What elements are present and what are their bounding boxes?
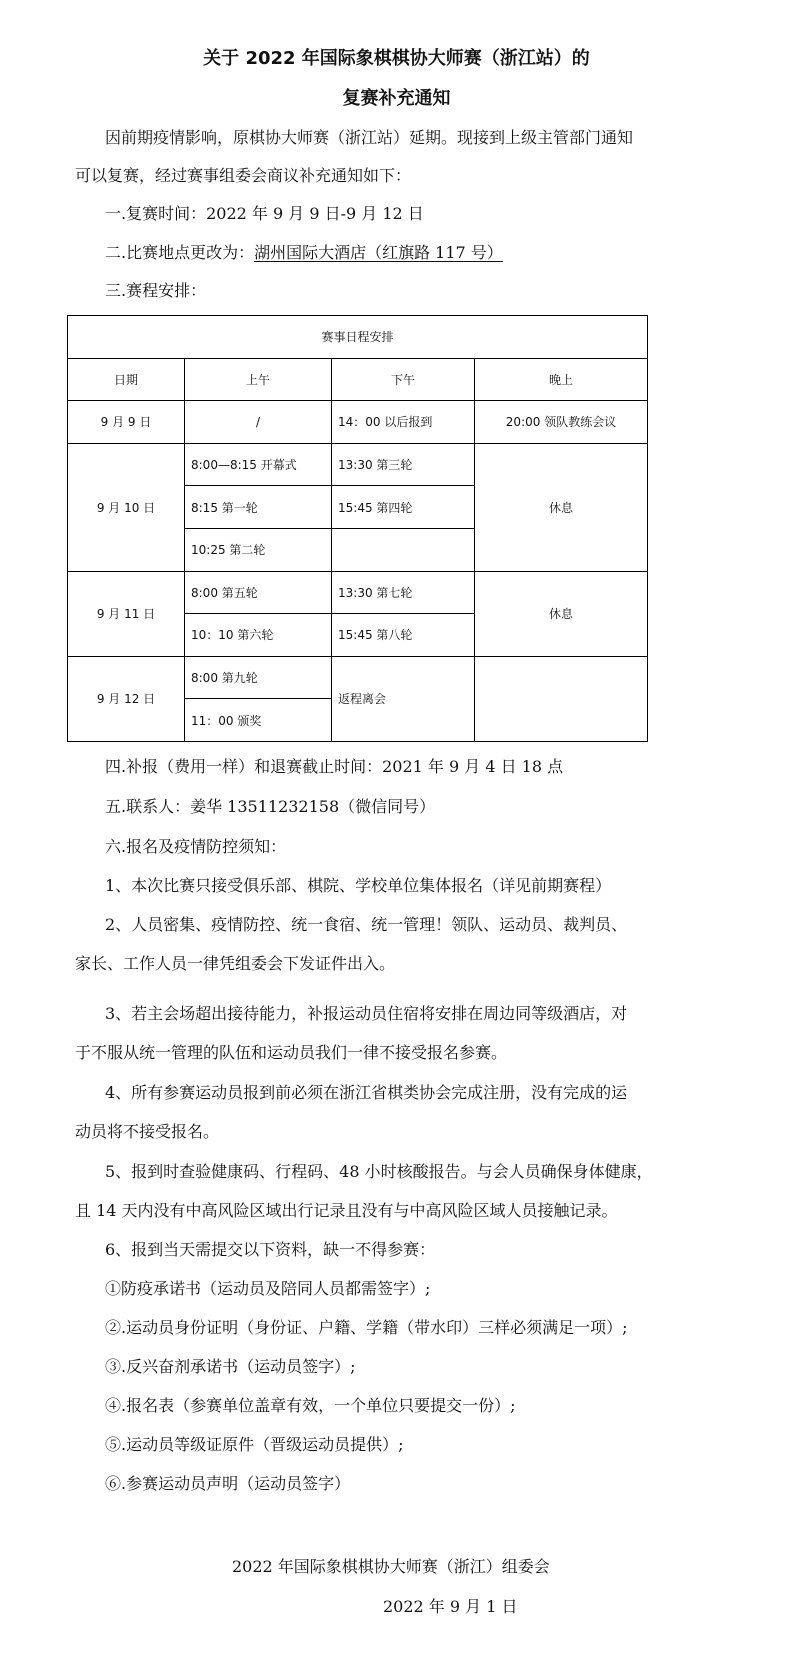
- cell-evening: [475, 656, 648, 741]
- cell-afternoon: 15:45 第四轮: [332, 486, 475, 529]
- intro-line1: 因前期疫情影响，原棋协大师赛（浙江站）延期。现接到上级主管部门通知: [105, 128, 634, 147]
- cell-morning: 10:25 第二轮: [185, 528, 332, 571]
- material-2: ②.运动员身份证明（身份证、户籍、学籍（带水印）三样必须满足一项）;: [105, 1318, 628, 1337]
- cell-morning: 8:15 第一轮: [185, 486, 332, 529]
- material-6: ⑥.参赛运动员声明（运动员签字）: [105, 1474, 351, 1493]
- item-venue: [105, 243, 503, 263]
- notice-4-line2: 动员将不接受报名。: [75, 1122, 220, 1141]
- cell-morning: 8:00 第五轮: [185, 571, 332, 614]
- notice-5-line1: 5、报到时查验健康码、行程码、48 小时核酸报告。与会人员确保身体健康，: [105, 1162, 653, 1181]
- notice-6: 6、报到当天需提交以下资料，缺一不得参赛：: [105, 1240, 436, 1259]
- header-evening: 晚上: [475, 358, 648, 401]
- item-deadline: 四.补报（费用一样）和退赛截止时间：2021 年 9 月 4 日 18 点: [105, 757, 564, 776]
- cell-afternoon: [332, 528, 475, 571]
- item-schedule-heading: 三.赛程安排：: [105, 281, 207, 300]
- notice-5-line2: 且 14 天内没有中高风险区域出行记录且没有与中高风险区域人员接触记录。: [75, 1201, 618, 1220]
- cell-morning: 8:00—8:15 开幕式: [185, 443, 332, 486]
- schedule-caption: 赛事日程安排: [68, 316, 648, 359]
- cell-afternoon: 13:30 第三轮: [332, 443, 475, 486]
- material-3: ③.反兴奋剂承诺书（运动员签字）;: [105, 1357, 356, 1376]
- header-morning: 上午: [185, 358, 332, 401]
- cell-date: 9 月 12 日: [68, 656, 185, 741]
- table-row: [68, 401, 648, 444]
- table-row: [68, 656, 648, 699]
- notice-3-line1: 3、若主会场超出接待能力，补报运动员住宿将安排在周边同等级酒店，对: [105, 1004, 628, 1023]
- notice-3-line2: 于不服从统一管理的队伍和运动员我们一律不接受报名参赛。: [75, 1043, 508, 1062]
- item-resume-time: 一.复赛时间：2022 年 9 月 9 日-9 月 12 日: [105, 204, 424, 223]
- notice-2-line2: 家长、工作人员一律凭组委会下发证件出入。: [75, 954, 396, 973]
- notice-1: 1、本次比赛只接受俱乐部、棋院、学校单位集体报名（详见前期赛程）: [105, 876, 612, 895]
- cell-morning: 11：00 颁奖: [185, 699, 332, 742]
- cell-morning: 10：10 第六轮: [185, 614, 332, 657]
- material-4: ④.报名表（参赛单位盖章有效，一个单位只要提交一份）;: [105, 1396, 516, 1415]
- intro-line2: 可以复赛，经过赛事组委会商议补充通知如下：: [75, 166, 412, 185]
- cell-afternoon: 14：00 以后报到: [332, 401, 475, 444]
- notice-4-line1: 4、所有参赛运动员报到前必须在浙江省棋类协会完成注册，没有完成的运: [105, 1083, 628, 1102]
- item-venue-label: 二.比赛地点更改为：: [105, 243, 255, 262]
- cell-afternoon: 15:45 第八轮: [332, 614, 475, 657]
- cell-afternoon: 返程离会: [332, 656, 475, 741]
- material-1: ①防疫承诺书（运动员及陪同人员都需签字）;: [105, 1279, 431, 1298]
- cell-date: 9 月 9 日: [68, 401, 185, 444]
- cell-morning: /: [185, 401, 332, 444]
- footer-date: 2022 年 9 月 1 日: [383, 1597, 518, 1616]
- cell-evening: 休息: [475, 443, 648, 571]
- cell-evening: 休息: [475, 571, 648, 656]
- notice-2-line1: 2、人员密集、疫情防控、统一食宿、统一管理！领队、运动员、裁判员、: [105, 915, 628, 934]
- item-contact: 五.联系人：姜华 13511232158（微信同号）: [105, 797, 436, 816]
- header-date: 日期: [68, 358, 185, 401]
- table-row: [68, 316, 648, 359]
- header-afternoon: 下午: [332, 358, 475, 401]
- table-row: [68, 443, 648, 486]
- material-5: ⑤.运动员等级证原件（晋级运动员提供）;: [105, 1435, 404, 1454]
- cell-date: 9 月 11 日: [68, 571, 185, 656]
- cell-evening: 20:00 领队教练会议: [475, 401, 648, 444]
- item-venue-name: 湖州国际大酒店（红旗路 117 号）: [254, 243, 503, 262]
- cell-afternoon: 13:30 第七轮: [332, 571, 475, 614]
- cell-morning: 8:00 第九轮: [185, 656, 332, 699]
- table-row: [68, 358, 648, 401]
- item-notice-heading: 六.报名及疫情防控须知：: [105, 837, 287, 856]
- document-title-line2: 复赛补充通知: [342, 88, 451, 109]
- schedule-table: [67, 315, 648, 742]
- footer-organizer: 2022 年国际象棋棋协大师赛（浙江）组委会: [232, 1557, 550, 1576]
- table-row: [68, 571, 648, 614]
- document-title-line1: 关于 2022 年国际象棋棋协大师赛（浙江站）的: [203, 48, 590, 69]
- cell-date: 9 月 10 日: [68, 443, 185, 571]
